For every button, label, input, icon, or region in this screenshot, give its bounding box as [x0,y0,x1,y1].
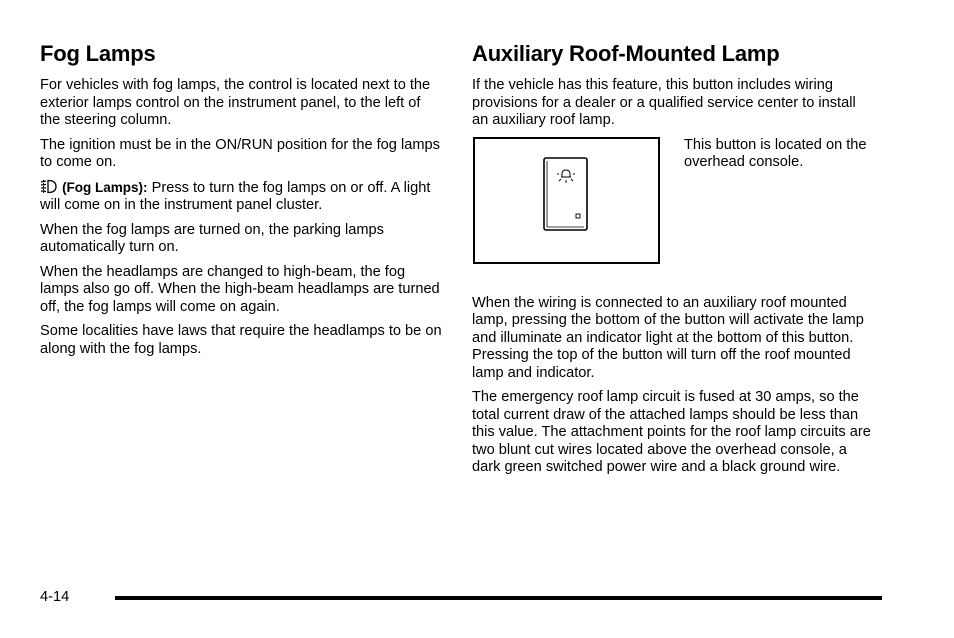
fog-lamps-paragraph-3: When the fog lamps are turned on, the parking lamps automatically turn on. [40,221,384,255]
fog-lamps-paragraph-5: Some localities have laws that require the headlamps to be on along with the fog lamps. [40,323,442,357]
fog-lamps-paragraph-2: The ignition must be in the ON/RUN position for the fog lamps to come on. [40,136,440,170]
roof-lamp-intro: If the vehicle has this feature, this button includes wiring provisions for a dealer or a qualified service center to install an auxiliary roof lamp. [472,77,856,128]
auxiliary-roof-lamp-section [472,40,874,484]
roof-lamp-paragraph-2: The emergency roof lamp circuit is fused at 30 amps, so the total current draw of the attached lamps should be less than this value. The attachment points for the roof lamp circuits are two blunt cut wires located above the overhead console, a dark green switched power wire and a black ground wire. [472,389,871,475]
fog-lamp-icon [40,179,58,194]
fog-lamps-paragraph-4: When the headlamps are changed to high-beam, the fog lamps also go off. When the high-beam headlamps are turned off, the fog lamps will come on again. [40,263,440,315]
fog-lamps-section [40,40,442,365]
roof-lamp-button-illustration [473,137,660,264]
fog-lamps-heading: Fog Lamps [40,41,156,66]
footer-rule [115,596,882,600]
roof-lamp-heading: Auxiliary Roof-Mounted Lamp [472,41,780,66]
page-number: 4-14 [40,589,70,605]
fog-lamps-control-description [40,179,442,215]
roof-lamp-figure-row [472,137,874,295]
roof-lamp-figure-caption: This button is located on the overhead console. [684,136,867,170]
fog-lamps-paragraph-1: For vehicles with fog lamps, the control is located next to the exterior lamps control on the instrument panel, to the left of the steering column. [40,77,431,128]
roof-lamp-button-drawing [475,139,658,262]
fog-lamps-term-description: Press to turn the fog lamps on or off. A light will come on in the instrument panel cluster. [40,179,431,213]
roof-lamp-paragraph-1: When the wiring is connected to an auxiliary roof mounted lamp, pressing the bottom of the button will activate the lamp and illuminate an indicator light at the bottom of this button. Pressing the top of the button will turn off the roof mounted lamp and indicator. [472,294,864,381]
fog-lamps-term: (Fog Lamps): [62,179,148,195]
